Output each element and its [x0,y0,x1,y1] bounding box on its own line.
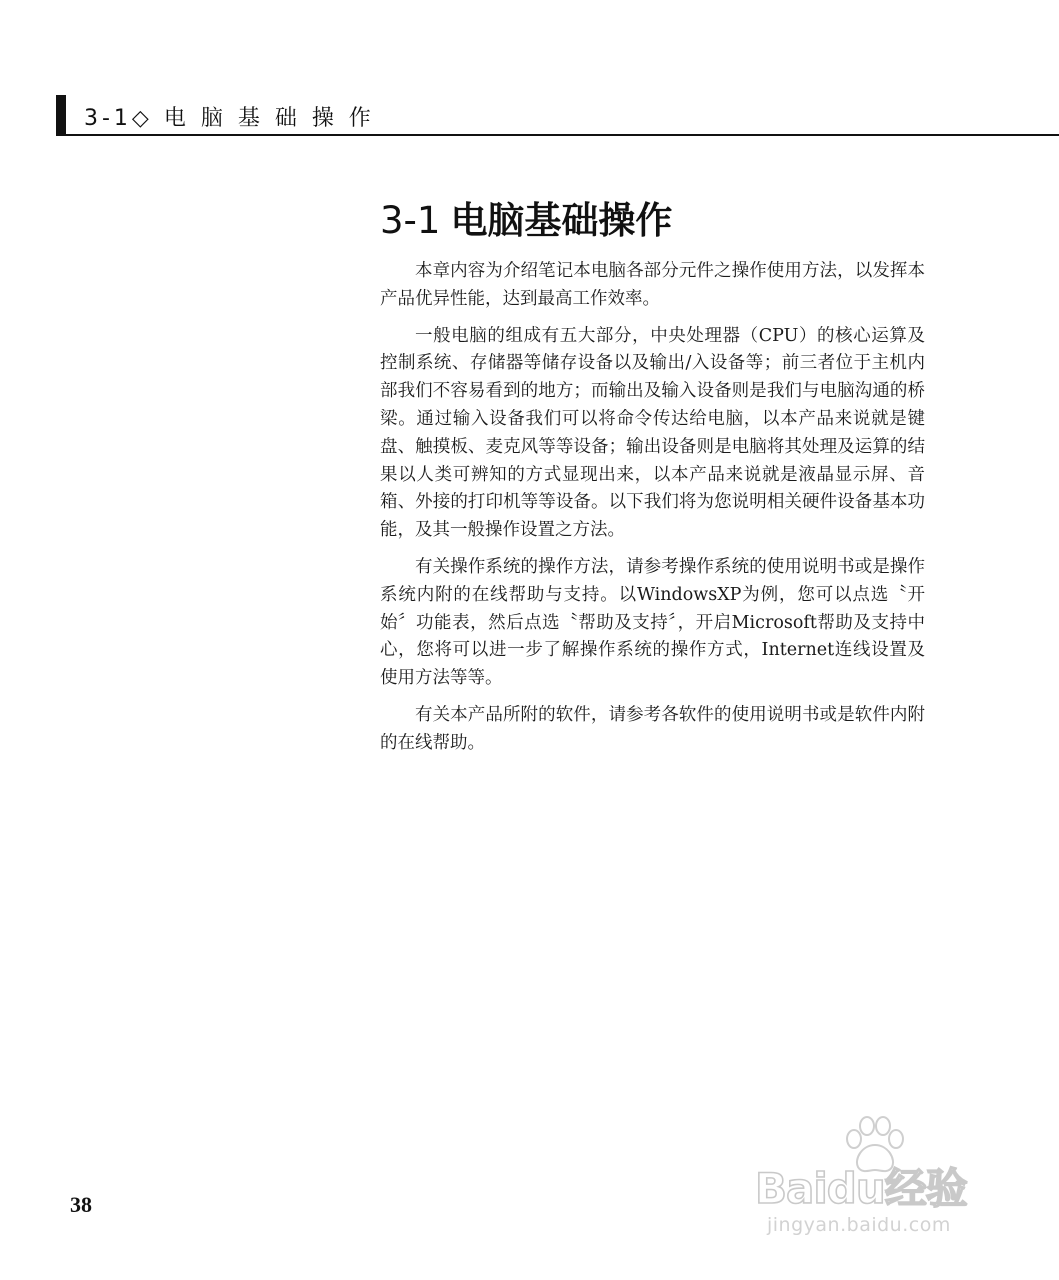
paragraph-1: 本章内容为介绍笔记本电脑各部分元件之操作使用方法，以发挥本产品优异性能，达到最高工作效率。 [380,261,925,309]
section-number: 3-1 [380,199,441,242]
section-title [380,190,672,244]
paragraph-3: 有关操作系统的操作方法，请参考操作系统的使用说明书或是操作系统内附的在线帮助与支持。以WindowsXP为例，您可以点选〝开始〞功能表，然后点选〝帮助及支持〞，开启Microsoft帮助及支持中心，您将可以进一步了解操作系统的操作方式，Internet连线设置及使用方法等等。 [380,556,925,689]
baidu-watermark [735,1110,1005,1240]
watermark-url: jingyan.baidu.com [767,1214,951,1236]
section-title-text: 电脑基础操作 [450,199,673,242]
running-header: 3-1◇ 电 脑 基 础 操 作 [84,106,375,131]
body-text [380,258,925,767]
watermark-logo-text: Baidu经验 [755,1164,967,1213]
page-number: 38 [70,1192,92,1217]
paragraph-4: 有关本产品所附的软件，请参考各软件的使用说明书或是软件内附的在线帮助。 [380,704,925,753]
header-rule [56,134,1059,136]
header-bar [56,95,66,136]
paragraph-2: 一般电脑的组成有五大部分，中央处理器（CPU）的核心运算及控制系统、存储器等储存设备以及输出/入设备等；前三者位于主机内部我们不容易看到的地方；而输出及输入设备则是我们与电脑沟通的桥梁。通过输入设备我们可以将命令传达给电脑，以本产品来说就是键盘、触摸板、麦克风等等设备；输出设备则是电脑将其处理及运算的结果以人类可辨知的方式显现出来，以本产品来说就是液晶显示屏、音箱、外接的打印机等等设备。以下我们将为您说明相关硬件设备基本功能，及其一般操作设置之方法。 [380,325,925,541]
